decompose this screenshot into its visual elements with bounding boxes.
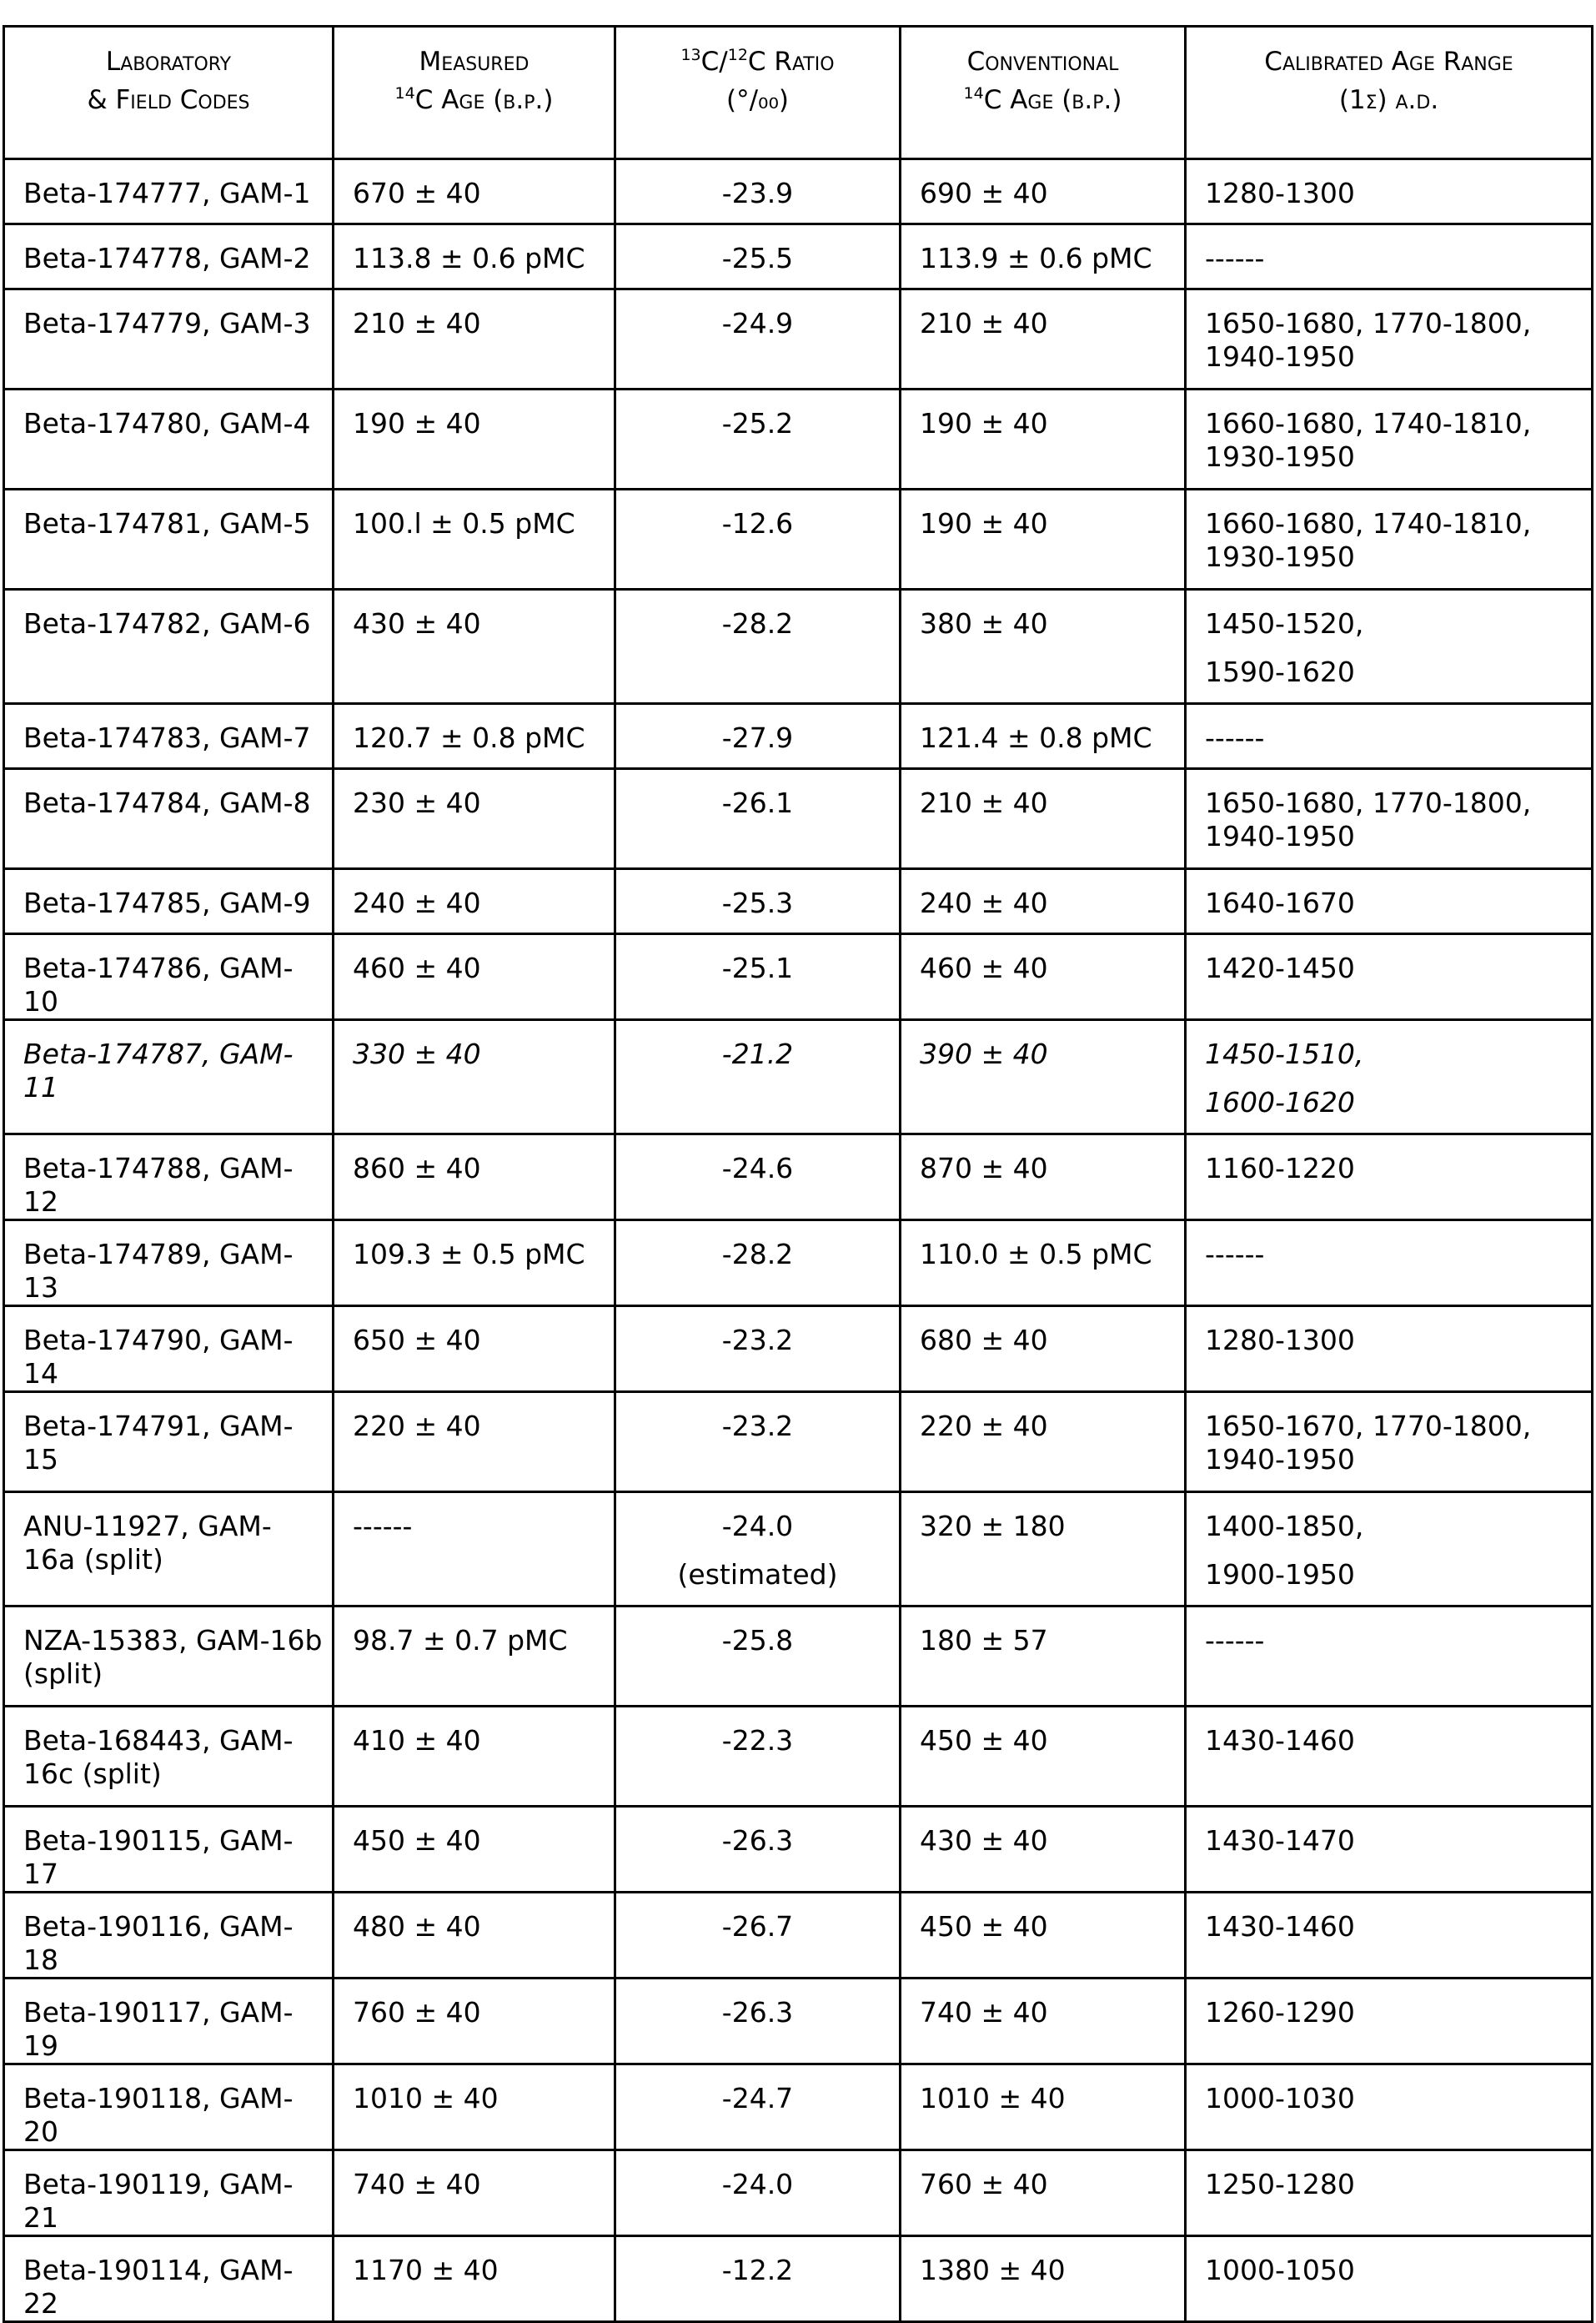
cell-conventional: 680 ± 40 bbox=[901, 1306, 1186, 1392]
cell-ratio: -23.2 bbox=[615, 1392, 901, 1492]
cell-measured: ------ bbox=[334, 1492, 615, 1606]
cell-ratio: -24.0 bbox=[615, 2150, 901, 2236]
cell-calibrated: 1430-1460 bbox=[1186, 1707, 1593, 1807]
cell-lab: Beta-174787, GAM-11 bbox=[4, 1020, 334, 1134]
cell-measured: 330 ± 40 bbox=[334, 1020, 615, 1134]
cell-ratio: -24.9 bbox=[615, 289, 901, 390]
table-row bbox=[4, 934, 1593, 1020]
cell-ratio: -22.3 bbox=[615, 1707, 901, 1807]
cell-calibrated: 1650-1680, 1770-1800, 1940-1950 bbox=[1186, 289, 1593, 390]
cell-lab: NZA-15383, GAM-16b (split) bbox=[4, 1606, 334, 1707]
cell-conventional: 740 ± 40 bbox=[901, 1979, 1186, 2064]
header-measured-age: Measured $^{14}$C Age (b.p.) bbox=[334, 27, 615, 159]
cell-calibrated: ------ bbox=[1186, 1220, 1593, 1306]
cell-lab: Beta-190117, GAM-19 bbox=[4, 1979, 334, 2064]
cell-measured: 113.8 ± 0.6 pMC bbox=[334, 224, 615, 289]
cell-ratio: -24.0 (estimated) bbox=[615, 1492, 901, 1606]
cell-conventional: 113.9 ± 0.6 pMC bbox=[901, 224, 1186, 289]
cell-lab: Beta-174781, GAM-5 bbox=[4, 490, 334, 590]
cell-lab: Beta-174784, GAM-8 bbox=[4, 769, 334, 869]
cell-conventional: 870 ± 40 bbox=[901, 1134, 1186, 1220]
cell-conventional: 240 ± 40 bbox=[901, 869, 1186, 934]
header-calibrated-range: Calibrated Age Range (1σ) a.d. bbox=[1186, 27, 1593, 159]
cell-measured: 650 ± 40 bbox=[334, 1306, 615, 1392]
cell-ratio: -25.8 bbox=[615, 1606, 901, 1707]
cell-measured: 120.7 ± 0.8 pMC bbox=[334, 704, 615, 769]
table-row bbox=[4, 769, 1593, 869]
cell-lab: Beta-174790, GAM-14 bbox=[4, 1306, 334, 1392]
cell-ratio: -26.7 bbox=[615, 1893, 901, 1979]
table-row bbox=[4, 1893, 1593, 1979]
cell-calibrated: 1650-1680, 1770-1800, 1940-1950 bbox=[1186, 769, 1593, 869]
cell-lab: Beta-174788, GAM-12 bbox=[4, 1134, 334, 1220]
cell-measured: 1170 ± 40 bbox=[334, 2236, 615, 2322]
cell-calibrated: 1430-1470 bbox=[1186, 1807, 1593, 1893]
cell-ratio: -26.3 bbox=[615, 1807, 901, 1893]
cell-calibrated: 1660-1680, 1740-1810, 1930-1950 bbox=[1186, 490, 1593, 590]
cell-ratio: -23.2 bbox=[615, 1306, 901, 1392]
cell-lab: Beta-174780, GAM-4 bbox=[4, 390, 334, 490]
cell-conventional: 210 ± 40 bbox=[901, 289, 1186, 390]
cell-ratio: -26.3 bbox=[615, 1979, 901, 2064]
table-row bbox=[4, 2236, 1593, 2322]
table-row bbox=[4, 1306, 1593, 1392]
cell-conventional: 210 ± 40 bbox=[901, 769, 1186, 869]
cell-lab: Beta-174789, GAM-13 bbox=[4, 1220, 334, 1306]
cell-measured: 480 ± 40 bbox=[334, 1893, 615, 1979]
cell-lab: ANU-11927, GAM-16a (split) bbox=[4, 1492, 334, 1606]
table-row bbox=[4, 869, 1593, 934]
cell-conventional: 320 ± 180 bbox=[901, 1492, 1186, 1606]
cell-calibrated: 1450-1510, 1600-1620 bbox=[1186, 1020, 1593, 1134]
table-row bbox=[4, 159, 1593, 224]
cell-calibrated: 1280-1300 bbox=[1186, 159, 1593, 224]
cell-calibrated: 1450-1520, 1590-1620 bbox=[1186, 590, 1593, 704]
cell-measured: 98.7 ± 0.7 pMC bbox=[334, 1606, 615, 1707]
table-body bbox=[4, 159, 1593, 2322]
cell-conventional: 430 ± 40 bbox=[901, 1807, 1186, 1893]
cell-lab: Beta-174778, GAM-2 bbox=[4, 224, 334, 289]
table-row bbox=[4, 1979, 1593, 2064]
cell-ratio: -28.2 bbox=[615, 1220, 901, 1306]
cell-measured: 210 ± 40 bbox=[334, 289, 615, 390]
cell-measured: 430 ± 40 bbox=[334, 590, 615, 704]
cell-calibrated: ------ bbox=[1186, 1606, 1593, 1707]
cell-lab: Beta-190116, GAM-18 bbox=[4, 1893, 334, 1979]
cell-calibrated: ------ bbox=[1186, 704, 1593, 769]
cell-conventional: 190 ± 40 bbox=[901, 390, 1186, 490]
cell-conventional: 380 ± 40 bbox=[901, 590, 1186, 704]
table-row bbox=[4, 1220, 1593, 1306]
cell-calibrated: 1280-1300 bbox=[1186, 1306, 1593, 1392]
cell-measured: 240 ± 40 bbox=[334, 869, 615, 934]
cell-measured: 860 ± 40 bbox=[334, 1134, 615, 1220]
header-conventional-age: Conventional $^{14}$C Age (b.p.) bbox=[901, 27, 1186, 159]
cell-calibrated: 1420-1450 bbox=[1186, 934, 1593, 1020]
cell-lab: Beta-190114, GAM-22 bbox=[4, 2236, 334, 2322]
cell-conventional: 180 ± 57 bbox=[901, 1606, 1186, 1707]
cell-lab: Beta-174779, GAM-3 bbox=[4, 289, 334, 390]
cell-measured: 230 ± 40 bbox=[334, 769, 615, 869]
table-row bbox=[4, 1020, 1593, 1134]
cell-measured: 740 ± 40 bbox=[334, 2150, 615, 2236]
cell-measured: 460 ± 40 bbox=[334, 934, 615, 1020]
table-row bbox=[4, 590, 1593, 704]
cell-ratio: -12.6 bbox=[615, 490, 901, 590]
cell-ratio: -25.2 bbox=[615, 390, 901, 490]
cell-lab: Beta-174777, GAM-1 bbox=[4, 159, 334, 224]
cell-calibrated: 1000-1030 bbox=[1186, 2064, 1593, 2150]
cell-ratio: -28.2 bbox=[615, 590, 901, 704]
cell-conventional: 390 ± 40 bbox=[901, 1020, 1186, 1134]
table-row bbox=[4, 1606, 1593, 1707]
header-row bbox=[4, 27, 1593, 159]
cell-ratio: -24.6 bbox=[615, 1134, 901, 1220]
cell-ratio: -21.2 bbox=[615, 1020, 901, 1134]
cell-conventional: 220 ± 40 bbox=[901, 1392, 1186, 1492]
cell-ratio: -23.9 bbox=[615, 159, 901, 224]
cell-measured: 220 ± 40 bbox=[334, 1392, 615, 1492]
header-ratio: $^{13}$C/$^{12}$C Ratio (°/₀₀) bbox=[615, 27, 901, 159]
table-row bbox=[4, 1807, 1593, 1893]
table-row bbox=[4, 224, 1593, 289]
header-lab-codes: Laboratory & Field Codes bbox=[4, 27, 334, 159]
cell-conventional: 121.4 ± 0.8 pMC bbox=[901, 704, 1186, 769]
cell-conventional: 110.0 ± 0.5 pMC bbox=[901, 1220, 1186, 1306]
cell-ratio: -26.1 bbox=[615, 769, 901, 869]
cell-calibrated: 1400-1850, 1900-1950 bbox=[1186, 1492, 1593, 1606]
cell-measured: 670 ± 40 bbox=[334, 159, 615, 224]
table-row bbox=[4, 1492, 1593, 1606]
cell-measured: 190 ± 40 bbox=[334, 390, 615, 490]
cell-ratio: -25.3 bbox=[615, 869, 901, 934]
table-row bbox=[4, 704, 1593, 769]
cell-ratio: -27.9 bbox=[615, 704, 901, 769]
cell-measured: 760 ± 40 bbox=[334, 1979, 615, 2064]
cell-calibrated: 1000-1050 bbox=[1186, 2236, 1593, 2322]
cell-ratio: -12.2 bbox=[615, 2236, 901, 2322]
cell-calibrated: ------ bbox=[1186, 224, 1593, 289]
cell-conventional: 760 ± 40 bbox=[901, 2150, 1186, 2236]
table-row bbox=[4, 289, 1593, 390]
table-row bbox=[4, 2064, 1593, 2150]
cell-lab: Beta-168443, GAM-16c (split) bbox=[4, 1707, 334, 1807]
cell-ratio: -25.5 bbox=[615, 224, 901, 289]
cell-conventional: 190 ± 40 bbox=[901, 490, 1186, 590]
cell-conventional: 460 ± 40 bbox=[901, 934, 1186, 1020]
cell-conventional: 1010 ± 40 bbox=[901, 2064, 1186, 2150]
cell-measured: 109.3 ± 0.5 pMC bbox=[334, 1220, 615, 1306]
table-row bbox=[4, 2150, 1593, 2236]
cell-lab: Beta-190118, GAM-20 bbox=[4, 2064, 334, 2150]
cell-calibrated: 1260-1290 bbox=[1186, 1979, 1593, 2064]
cell-calibrated: 1160-1220 bbox=[1186, 1134, 1593, 1220]
cell-lab: Beta-190119, GAM-21 bbox=[4, 2150, 334, 2236]
cell-conventional: 1380 ± 40 bbox=[901, 2236, 1186, 2322]
cell-measured: 450 ± 40 bbox=[334, 1807, 615, 1893]
table-row bbox=[4, 1392, 1593, 1492]
cell-conventional: 450 ± 40 bbox=[901, 1893, 1186, 1979]
table-row bbox=[4, 490, 1593, 590]
cell-ratio: -25.1 bbox=[615, 934, 901, 1020]
cell-lab: Beta-174785, GAM-9 bbox=[4, 869, 334, 934]
table-row bbox=[4, 1707, 1593, 1807]
cell-lab: Beta-174791, GAM-15 bbox=[4, 1392, 334, 1492]
cell-calibrated: 1250-1280 bbox=[1186, 2150, 1593, 2236]
cell-ratio: -24.7 bbox=[615, 2064, 901, 2150]
cell-conventional: 690 ± 40 bbox=[901, 159, 1186, 224]
cell-calibrated: 1640-1670 bbox=[1186, 869, 1593, 934]
cell-calibrated: 1430-1460 bbox=[1186, 1893, 1593, 1979]
cell-measured: 410 ± 40 bbox=[334, 1707, 615, 1807]
radiocarbon-dates-table bbox=[3, 25, 1593, 2323]
table-row bbox=[4, 390, 1593, 490]
cell-lab: Beta-174786, GAM-10 bbox=[4, 934, 334, 1020]
cell-lab: Beta-174783, GAM-7 bbox=[4, 704, 334, 769]
cell-lab: Beta-190115, GAM-17 bbox=[4, 1807, 334, 1893]
cell-calibrated: 1660-1680, 1740-1810, 1930-1950 bbox=[1186, 390, 1593, 490]
cell-measured: 100.l ± 0.5 pMC bbox=[334, 490, 615, 590]
table-row bbox=[4, 1134, 1593, 1220]
cell-conventional: 450 ± 40 bbox=[901, 1707, 1186, 1807]
cell-lab: Beta-174782, GAM-6 bbox=[4, 590, 334, 704]
cell-measured: 1010 ± 40 bbox=[334, 2064, 615, 2150]
cell-calibrated: 1650-1670, 1770-1800, 1940-1950 bbox=[1186, 1392, 1593, 1492]
